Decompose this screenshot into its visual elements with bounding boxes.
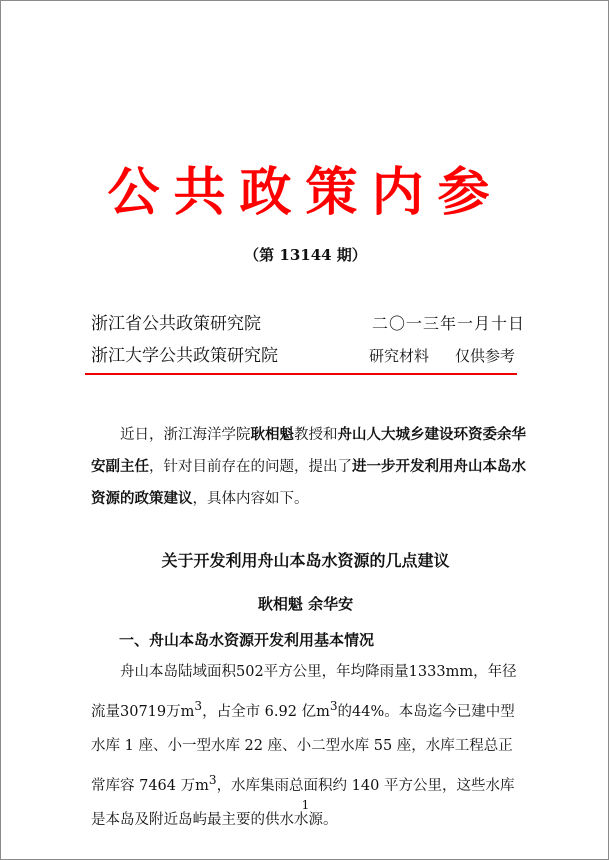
intro-paragraph xyxy=(91,419,527,515)
intro-text-1: 近日，浙江海洋学院 xyxy=(120,427,251,443)
body-text-3: 的44%。本岛迄今已建中型水库 1 座、小一型水库 22 座、小二型水库 55 座，水库工程总正常库容 7464 万m xyxy=(91,703,515,794)
publisher-org-provincial: 浙江省公共政策研究院 xyxy=(91,314,261,334)
header-divider xyxy=(85,373,517,375)
section-heading: 一、舟山本岛水资源开发利用基本情况 xyxy=(119,631,375,649)
masthead-title: 公共政策内参 xyxy=(107,163,504,223)
intro-text-4: ，具体内容如下。 xyxy=(192,491,309,507)
document-classification xyxy=(369,345,541,367)
body-text-1: 舟山本岛陆域面积502平方公里，年均降雨量1333mm，年径流量30719万m xyxy=(91,664,517,720)
article-title: 关于开发利用舟山本岛水资源的几点建议 xyxy=(161,551,450,570)
superscript-2: 3 xyxy=(329,699,338,713)
intro-text-2: 教授和 xyxy=(294,427,338,443)
reference-only-label: 仅供参考 xyxy=(455,347,516,365)
publication-date: 二〇一三年一月十日 xyxy=(372,314,526,333)
material-label: 研究材料 xyxy=(369,347,430,365)
publisher-org-university: 浙江大学公共政策研究院 xyxy=(91,346,278,366)
issue-number: （第 13144 期） xyxy=(244,246,367,264)
intro-author-1: 耿相魁 xyxy=(250,426,294,443)
superscript-3: 3 xyxy=(208,772,217,787)
superscript-1: 3 xyxy=(194,699,203,713)
intro-topic: 进一步开发利用舟山本岛水资源的政策建议 xyxy=(91,458,526,507)
body-text-4: ，水库集雨总面积约 140 平方公里，这些水库是本岛及附近岛屿最主要的供水水源。 xyxy=(91,777,515,828)
intro-text-3: ，针对目前存在的问题，提出了 xyxy=(149,459,352,475)
article-authors: 耿相魁 余华安 xyxy=(257,595,354,613)
page-number: 1 xyxy=(301,798,310,812)
intro-author-2: 舟山人大城乡建设环资委余华安副主任 xyxy=(91,426,526,475)
body-text-2: ，占全市 6.92 亿m xyxy=(202,703,330,720)
